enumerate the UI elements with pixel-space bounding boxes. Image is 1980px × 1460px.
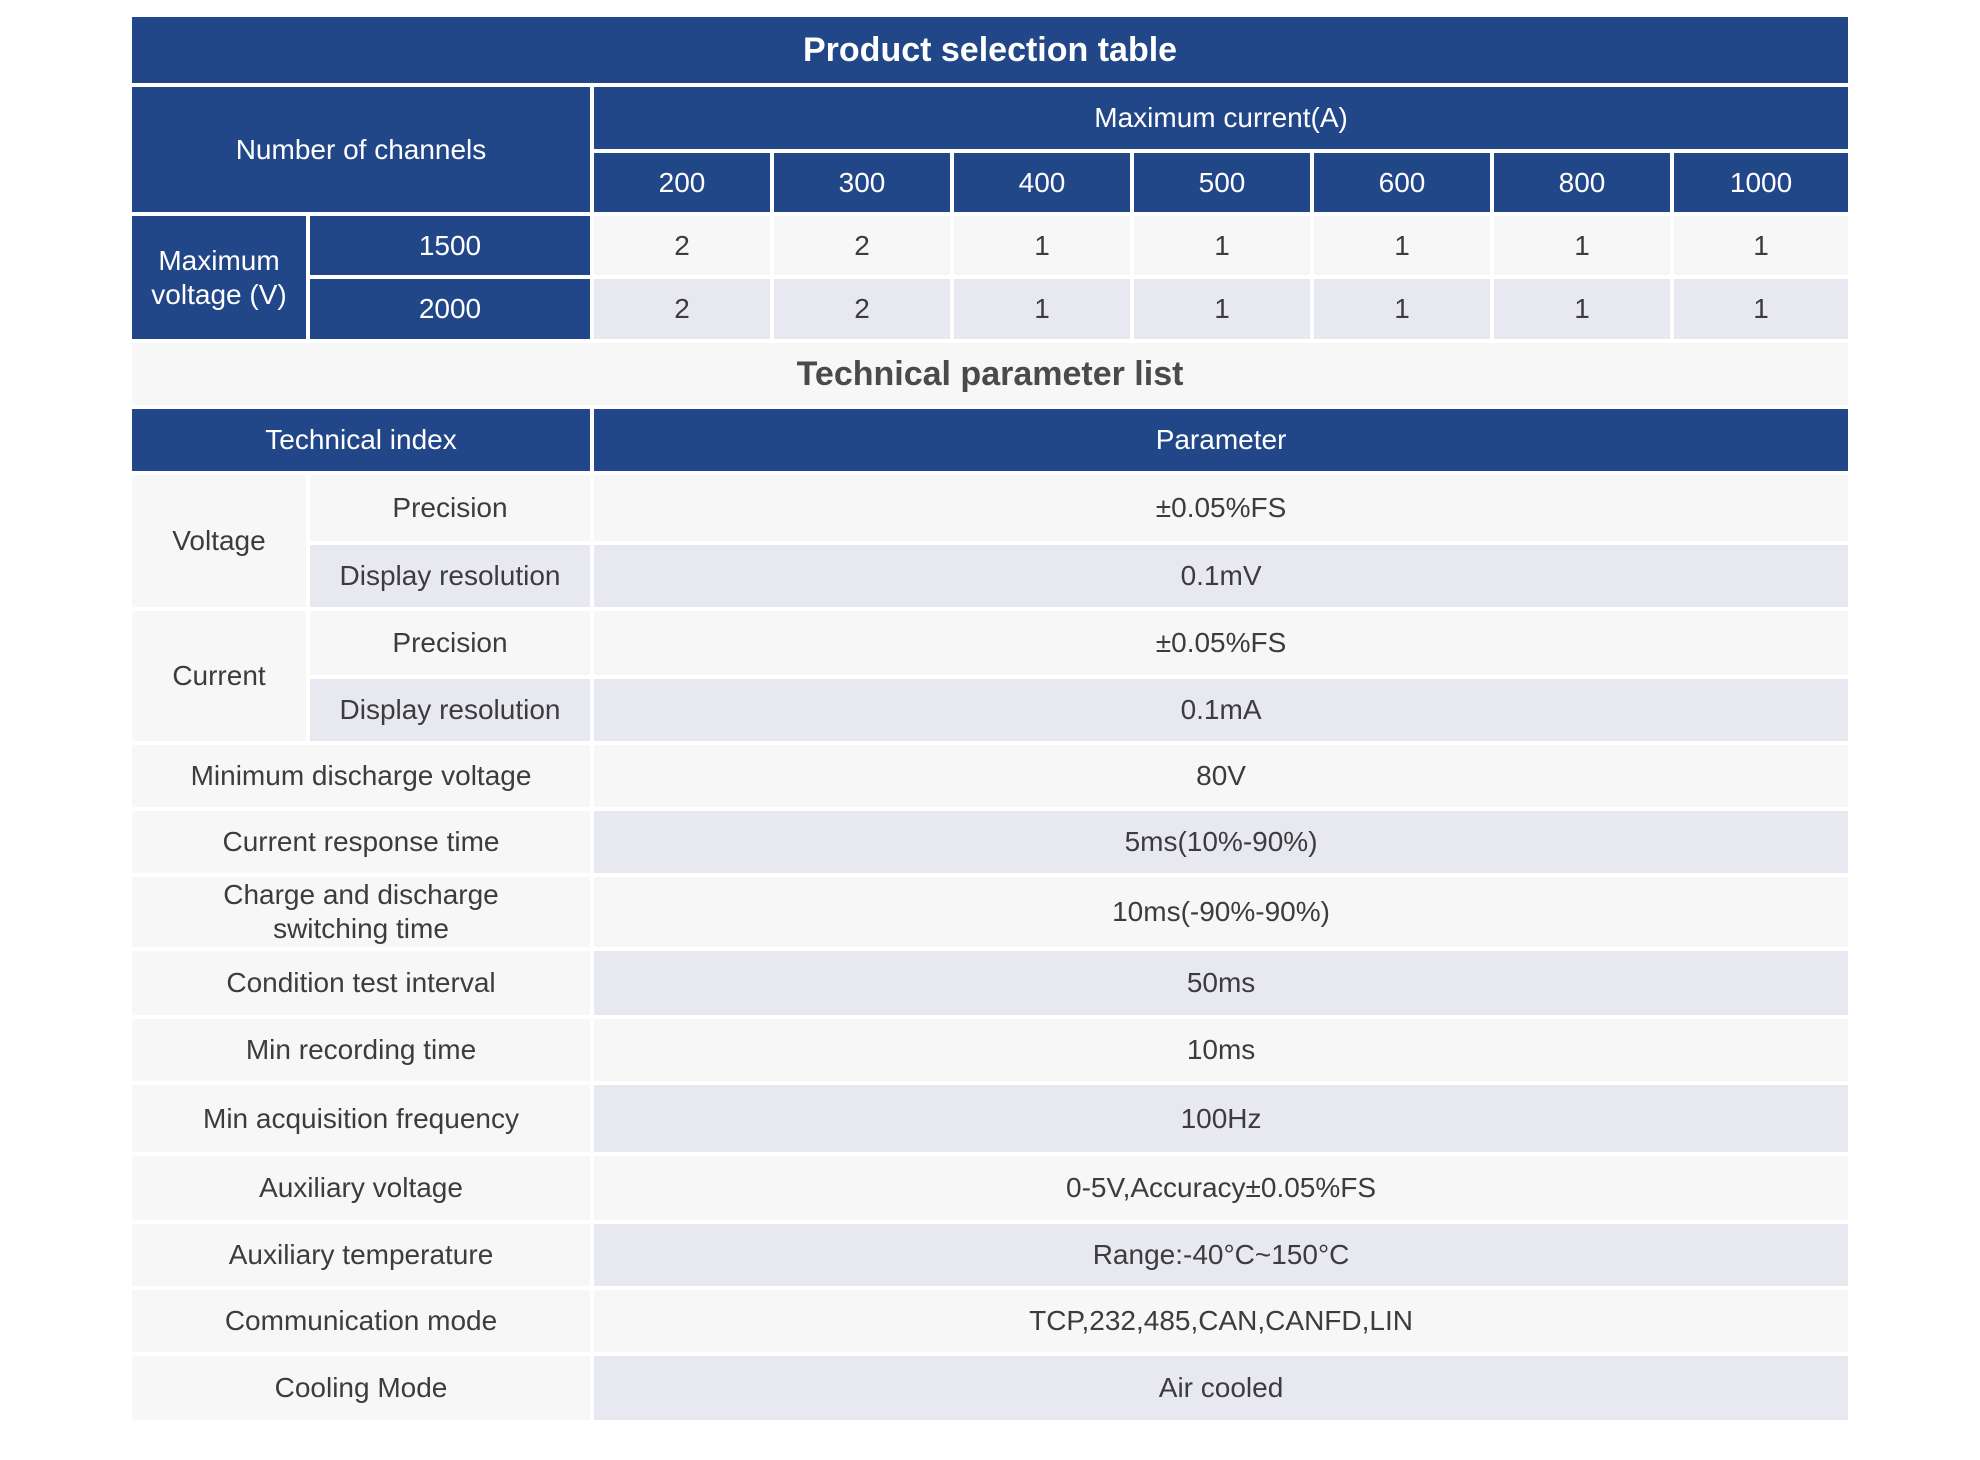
parameter-row: [132, 811, 1848, 873]
current-header-500: 500: [1134, 153, 1310, 212]
current-header-300: 300: [774, 153, 950, 212]
parameter-value: Air cooled: [594, 1356, 1848, 1420]
voltage-value-2000: 2000: [310, 279, 590, 339]
channel-count-cell: 1: [1314, 279, 1490, 339]
current-resolution-label: Display resolution: [310, 679, 590, 741]
voltage-value-1500: 1500: [310, 216, 590, 275]
current-header-200: 200: [594, 153, 770, 212]
parameter-row: [132, 1224, 1848, 1286]
channel-count-cell: 1: [954, 279, 1130, 339]
voltage-resolution-value: 0.1mV: [594, 545, 1848, 607]
parameter-label: Min recording time: [132, 1019, 590, 1081]
voltage-precision-value: ±0.05%FS: [594, 475, 1848, 541]
voltage-resolution-label: Display resolution: [310, 545, 590, 607]
technical-index-header: Technical index: [132, 409, 590, 471]
channel-count-cell: 1: [954, 216, 1130, 275]
current-header-600: 600: [1314, 153, 1490, 212]
parameter-label: Communication mode: [132, 1290, 590, 1352]
channel-count-cell: 1: [1494, 216, 1670, 275]
current-precision-label: Precision: [310, 611, 590, 675]
voltage-precision-label: Precision: [310, 475, 590, 541]
parameter-row: [132, 679, 1848, 741]
parameter-row: [132, 1085, 1848, 1152]
channel-count-cell: 2: [594, 279, 770, 339]
parameter-row: [132, 475, 1848, 541]
parameter-row: [132, 1290, 1848, 1352]
current-group-label: Current: [132, 611, 306, 741]
parameter-value: 50ms: [594, 951, 1848, 1015]
selection-table-title: Product selection table: [132, 17, 1848, 83]
channel-count-cell: 1: [1134, 216, 1310, 275]
parameter-value: 100Hz: [594, 1085, 1848, 1152]
parameter-header: Parameter: [594, 409, 1848, 471]
parameter-label: Auxiliary temperature: [132, 1224, 590, 1286]
parameter-value: 10ms(-90%-90%): [594, 877, 1848, 947]
max-current-header: Maximum current(A): [594, 87, 1848, 149]
parameter-label: Minimum discharge voltage: [132, 745, 590, 807]
parameter-list-title: Technical parameter list: [132, 343, 1848, 405]
parameter-value: TCP,232,485,CAN,CANFD,LIN: [594, 1290, 1848, 1352]
max-voltage-header: Maximum voltage (V): [132, 216, 306, 339]
current-header-1000: 1000: [1674, 153, 1848, 212]
parameter-row: [132, 877, 1848, 947]
parameter-row: [132, 951, 1848, 1015]
channel-count-cell: 1: [1674, 216, 1848, 275]
channel-count-cell: 1: [1674, 279, 1848, 339]
channel-count-cell: 2: [774, 216, 950, 275]
parameter-value: 10ms: [594, 1019, 1848, 1081]
parameter-value: 80V: [594, 745, 1848, 807]
current-header-800: 800: [1494, 153, 1670, 212]
parameter-row: [132, 611, 1848, 675]
parameter-value: Range:-40°C~150°C: [594, 1224, 1848, 1286]
channel-count-cell: 2: [594, 216, 770, 275]
current-resolution-value: 0.1mA: [594, 679, 1848, 741]
channel-count-cell: 1: [1134, 279, 1310, 339]
current-header-400: 400: [954, 153, 1130, 212]
parameter-row: [132, 545, 1848, 607]
spec-sheet: [128, 13, 1852, 1424]
parameter-label: Charge and discharge switching time: [132, 877, 590, 947]
parameter-label: Current response time: [132, 811, 590, 873]
channels-header: Number of channels: [132, 87, 590, 212]
parameter-row: [132, 1156, 1848, 1220]
selection-row: [132, 279, 1848, 339]
parameter-label: Cooling Mode: [132, 1356, 590, 1420]
parameter-label: Auxiliary voltage: [132, 1156, 590, 1220]
parameter-label: Condition test interval: [132, 951, 590, 1015]
current-precision-value: ±0.05%FS: [594, 611, 1848, 675]
selection-row: [132, 216, 1848, 275]
parameter-value: 0-5V,Accuracy±0.05%FS: [594, 1156, 1848, 1220]
channel-count-cell: 1: [1494, 279, 1670, 339]
parameter-value: 5ms(10%-90%): [594, 811, 1848, 873]
parameter-label: Min acquisition frequency: [132, 1085, 590, 1152]
parameter-row: [132, 1019, 1848, 1081]
channel-count-cell: 2: [774, 279, 950, 339]
voltage-group-label: Voltage: [132, 475, 306, 607]
channel-count-cell: 1: [1314, 216, 1490, 275]
parameter-row: [132, 1356, 1848, 1420]
parameter-row: [132, 745, 1848, 807]
